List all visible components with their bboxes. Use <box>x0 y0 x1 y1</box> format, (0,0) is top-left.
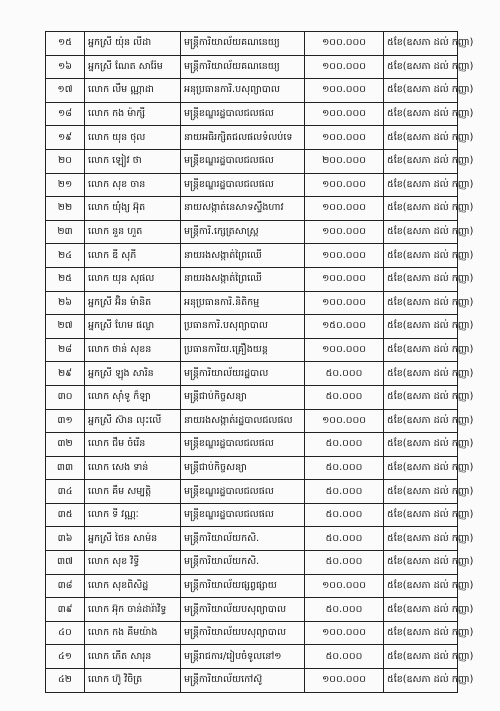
staff-position-cell: មន្ត្រីការិយាល័យផ្សព្វផ្សាយ <box>181 574 305 598</box>
table-row <box>46 362 458 386</box>
staff-position-cell: មន្ត្រីការិយាល័យគណនេយ្យ <box>181 32 305 56</box>
staff-position-cell: នាយរងសង្កាត់រដ្ឋបាលជលផល <box>181 409 305 433</box>
allowance-duration-cell: ៥ខែ(ឧសភា ដល់ កញ្ញា) <box>384 79 458 103</box>
row-number-cell: ២៣ <box>46 220 85 244</box>
allowance-amount-cell: ១០០.០០០ <box>305 220 384 244</box>
table-row <box>46 173 458 197</box>
allowance-amount-cell: ១០០.០០០ <box>305 244 384 268</box>
row-number-cell: ៣០ <box>46 385 85 409</box>
table-row <box>46 220 458 244</box>
staff-name-cell: លោក អ៊ុក ចាន់ដារ៉ាវិទ្ធ <box>85 598 181 622</box>
allowance-amount-cell: ១០០.០០០ <box>305 197 384 221</box>
allowance-amount-cell: ១០០.០០០ <box>305 126 384 150</box>
table-row <box>46 669 458 693</box>
allowance-amount-cell: ៥០.០០០ <box>305 598 384 622</box>
allowance-duration-cell: ៥ខែ(ឧសភា ដល់ កញ្ញា) <box>384 574 458 598</box>
allowance-duration-cell: ៥ខែ(ឧសភា ដល់ កញ្ញា) <box>384 503 458 527</box>
table-row <box>46 55 458 79</box>
allowance-duration-cell: ៥ខែ(ឧសភា ដល់ កញ្ញា) <box>384 173 458 197</box>
allowance-amount-cell: ១០០.០០០ <box>305 267 384 291</box>
staff-name-cell: អ្នកស្រី ស៊ាន លុះលើ <box>85 409 181 433</box>
staff-position-cell: នាយរងសង្កាត់ព្រៃឈើ <box>181 244 305 268</box>
staff-name-cell: លោក ជឹម ចំរើន <box>85 433 181 457</box>
staff-name-cell: លោក សុខ ចាន <box>85 173 181 197</box>
allowance-duration-cell: ៥ខែ(ឧសភា ដល់ កញ្ញា) <box>384 409 458 433</box>
table-row <box>46 267 458 291</box>
staff-position-cell: អនុប្រធានការិ.និតិកម្ម <box>181 291 305 315</box>
table-row <box>46 197 458 221</box>
row-number-cell: ២៥ <box>46 267 85 291</box>
staff-position-cell: មន្ត្រីខណ្ឌរដ្ឋបាលជលផល <box>181 433 305 457</box>
staff-allowance-table <box>45 31 474 693</box>
staff-position-cell: មន្ត្រីការិយាល័យកសិ. <box>181 551 305 575</box>
staff-name-cell: លោក ឡៀវ ថា <box>85 149 181 173</box>
table-row <box>46 480 458 504</box>
staff-name-cell: លោក សេង ទាន់ <box>85 456 181 480</box>
row-number-cell: ៣៣ <box>46 456 85 480</box>
staff-name-cell: លោក ស៊ាំទូ ក៏ឡា <box>85 385 181 409</box>
staff-position-cell: មន្ត្រីការិយាល័យគណនេយ្យ <box>181 55 305 79</box>
table-row <box>46 527 458 551</box>
allowance-amount-cell: ៥០.០០០ <box>305 385 384 409</box>
allowance-duration-cell: ៥ខែ(ឧសភា ដល់ កញ្ញា) <box>384 621 458 645</box>
allowance-duration-cell: ៥ខែ(ឧសភា ដល់ កញ្ញា) <box>384 32 458 56</box>
allowance-amount-cell: ៥០.០០០ <box>305 433 384 457</box>
table-row <box>46 79 458 103</box>
table-row <box>46 645 458 669</box>
allowance-duration-cell: ៥ខែ(ឧសភា ដល់ កញ្ញា) <box>384 385 458 409</box>
staff-name-cell: លោក ថាន់ សុខន <box>85 338 181 362</box>
staff-position-cell: មន្ត្រីខណ្ឌរដ្ឋបាលជលផល <box>181 102 305 126</box>
allowance-duration-cell: ៥ខែ(ឧសភា ដល់ កញ្ញា) <box>384 315 458 339</box>
table-row <box>46 32 458 56</box>
row-number-cell: ៣៦ <box>46 527 85 551</box>
row-number-cell: ៣២ <box>46 433 85 457</box>
allowance-duration-cell: ៥ខែ(ឧសភា ដល់ កញ្ញា) <box>384 433 458 457</box>
allowance-duration-cell: ៥ខែ(ឧសភា ដល់ កញ្ញា) <box>384 598 458 622</box>
staff-position-cell: មន្ត្រីខណ្ឌរដ្ឋបាលជលផល <box>181 149 305 173</box>
staff-position-cell: មន្ត្រីការិយាល័យកសិ. <box>181 527 305 551</box>
row-number-cell: ២៦ <box>46 291 85 315</box>
table-row <box>46 456 458 480</box>
staff-name-cell: អ្នកស្រី ថៃន សាម៉ន <box>85 527 181 551</box>
staff-name-cell: លោក យុន សុផល <box>85 267 181 291</box>
staff-position-cell: មន្ត្រីខណ្ឌរដ្ឋបាលជលផល <box>181 173 305 197</box>
row-number-cell: ៣៨ <box>46 574 85 598</box>
staff-position-cell: នាយសង្កាត់នេសាទស្ទឹងហាវ <box>181 197 305 221</box>
allowance-amount-cell: ៥០.០០០ <box>305 527 384 551</box>
staff-name-cell: លោក យុន ថុល <box>85 126 181 150</box>
staff-name-cell: អ្នកស្រី ណែត សារ៉ែម <box>85 55 181 79</box>
staff-name-cell: អ្នកស្រី អ៊ិន ម៉ានិត <box>85 291 181 315</box>
allowance-duration-cell: ៥ខែ(ឧសភា ដល់ កញ្ញា) <box>384 197 458 221</box>
allowance-amount-cell: ២០០.០០០ <box>305 149 384 173</box>
allowance-duration-cell: ៥ខែ(ឧសភា ដល់ កញ្ញា) <box>384 149 458 173</box>
staff-name-cell: អ្នកស្រី ឡុង សារិន <box>85 362 181 386</box>
allowance-amount-cell: ១៥០.០០០ <box>305 315 384 339</box>
allowance-amount-cell: ១០០.០០០ <box>305 102 384 126</box>
staff-position-cell: អនុប្រធានការិ.បសុព្យាបាល <box>181 79 305 103</box>
allowance-amount-cell: ១០០.០០០ <box>305 574 384 598</box>
staff-position-cell: មន្ត្រីការិយាល័យបសុព្យាបាល <box>181 598 305 622</box>
allowance-amount-cell: ៥០.០០០ <box>305 480 384 504</box>
allowance-duration-cell: ៥ខែ(ឧសភា ដល់ កញ្ញា) <box>384 456 458 480</box>
table-row <box>46 503 458 527</box>
staff-name-cell: លោក យុំង្យ អ៊ុត <box>85 197 181 221</box>
staff-name-cell: លោក ឌី សុភី <box>85 244 181 268</box>
row-number-cell: ៤១ <box>46 645 85 669</box>
staff-position-cell: ប្រធានការិ.បសុព្យាបាល <box>181 315 305 339</box>
allowance-duration-cell: ៥ខែ(ឧសភា ដល់ កញ្ញា) <box>384 669 458 693</box>
staff-name-cell: លោក គឹម សម្បត្តិ <box>85 480 181 504</box>
table-row <box>46 315 458 339</box>
row-number-cell: ១៩ <box>46 126 85 150</box>
table-row <box>46 551 458 575</box>
row-number-cell: ២០ <box>46 149 85 173</box>
staff-position-cell: មន្ត្រីរាជការ/រៀបចំទូលនៅ១ <box>181 645 305 669</box>
staff-name-cell: លោក ភើត សារុន <box>85 645 181 669</box>
allowance-amount-cell: ៥០.០០០ <box>305 645 384 669</box>
staff-position-cell: មន្ត្រីជាប់កិច្ចសន្យា <box>181 456 305 480</box>
row-number-cell: ២២ <box>46 197 85 221</box>
staff-name-cell: លោក ទី វណ្ណៈ <box>85 503 181 527</box>
allowance-duration-cell: ៥ខែ(ឧសភា ដល់ កញ្ញា) <box>384 338 458 362</box>
table-row <box>46 385 458 409</box>
staff-name-cell: លោក កង ម៉ាក្សី <box>85 102 181 126</box>
table-row <box>46 598 458 622</box>
staff-name-cell: លោក នួន ហួត <box>85 220 181 244</box>
row-number-cell: ២៤ <box>46 244 85 268</box>
row-number-cell: ១៧ <box>46 79 85 103</box>
allowance-duration-cell: ៥ខែ(ឧសភា ដល់ កញ្ញា) <box>384 220 458 244</box>
allowance-duration-cell: ៥ខែ(ឧសភា ដល់ កញ្ញា) <box>384 55 458 79</box>
row-number-cell: ១៦ <box>46 55 85 79</box>
allowance-amount-cell: ៥០.០០០ <box>305 551 384 575</box>
allowance-duration-cell: ៥ខែ(ឧសភា ដល់ កញ្ញា) <box>384 645 458 669</box>
row-number-cell: ១៥ <box>46 32 85 56</box>
allowance-amount-cell: ១០០.០០០ <box>305 621 384 645</box>
staff-name-cell: លោក លឹម ណ្ណាដា <box>85 79 181 103</box>
staff-position-cell: នាយអធិរក្សិតជលផលទំលប់ទេ <box>181 126 305 150</box>
staff-name-cell: លោក ហ៊ូ វិចិត្រ <box>85 669 181 693</box>
row-number-cell: ៣៥ <box>46 503 85 527</box>
staff-name-cell: លោក កង គីមយ៉ាង <box>85 621 181 645</box>
staff-name-cell: អ្នកស្រី យ៉ុន លីដា <box>85 32 181 56</box>
row-number-cell: ៣៩ <box>46 598 85 622</box>
row-number-cell: ១៨ <box>46 102 85 126</box>
allowance-duration-cell: ៥ខែ(ឧសភា ដល់ កញ្ញា) <box>384 480 458 504</box>
table-row <box>46 149 458 173</box>
staff-position-cell: ប្រធានការិយ.គ្រឿងយន្ត <box>181 338 305 362</box>
table-row <box>46 338 458 362</box>
staff-position-cell: មន្ត្រីខណ្ឌរដ្ឋបាលជលផល <box>181 480 305 504</box>
allowance-amount-cell: ១០០.០០០ <box>305 338 384 362</box>
staff-name-cell: អ្នកស្រី ហែម ផល្លា <box>85 315 181 339</box>
table-row <box>46 409 458 433</box>
allowance-duration-cell: ៥ខែ(ឧសភា ដល់ កញ្ញា) <box>384 126 458 150</box>
allowance-amount-cell: ៥០.០០០ <box>305 503 384 527</box>
table-row <box>46 126 458 150</box>
table-row <box>46 574 458 598</box>
allowance-amount-cell: ១០០.០០០ <box>305 32 384 56</box>
row-number-cell: ៤០ <box>46 621 85 645</box>
table-row <box>46 244 458 268</box>
staff-position-cell: នាយរងសង្កាត់ព្រៃឈើ <box>181 267 305 291</box>
table-row <box>46 621 458 645</box>
row-number-cell: ៣១ <box>46 409 85 433</box>
table-row <box>46 433 458 457</box>
allowance-duration-cell: ៥ខែ(ឧសភា ដល់ កញ្ញា) <box>384 291 458 315</box>
row-number-cell: ២៨ <box>46 338 85 362</box>
staff-position-cell: មន្ត្រីការិយាល័យរដ្ឋបាល <box>181 362 305 386</box>
allowance-amount-cell: ១០០.០០០ <box>305 409 384 433</box>
allowance-amount-cell: ១០០.០០០ <box>305 291 384 315</box>
allowance-duration-cell: ៥ខែ(ឧសភា ដល់ កញ្ញា) <box>384 244 458 268</box>
allowance-duration-cell: ៥ខែ(ឧសភា ដល់ កញ្ញា) <box>384 527 458 551</box>
row-number-cell: ៣៤ <box>46 480 85 504</box>
allowance-amount-cell: ១០០.០០០ <box>305 79 384 103</box>
allowance-duration-cell: ៥ខែ(ឧសភា ដល់ កញ្ញា) <box>384 102 458 126</box>
allowance-amount-cell: ៥០.០០០ <box>305 456 384 480</box>
allowance-duration-cell: ៥ខែ(ឧសភា ដល់ កញ្ញា) <box>384 267 458 291</box>
staff-position-cell: មន្ត្រីការិយាល័យបសុព្យាបាល <box>181 621 305 645</box>
staff-position-cell: មន្ត្រីជាប់កិច្ចសន្យា <box>181 385 305 409</box>
row-number-cell: ២១ <box>46 173 85 197</box>
table-row <box>46 102 458 126</box>
allowance-duration-cell: ៥ខែ(ឧសភា ដល់ កញ្ញា) <box>384 551 458 575</box>
staff-name-cell: លោក សុខពិសិដ្ឋ <box>85 574 181 598</box>
table-body <box>46 32 474 693</box>
row-number-cell: ២៧ <box>46 315 85 339</box>
allowance-amount-cell: ១០០.០០០ <box>305 669 384 693</box>
table-row <box>46 291 458 315</box>
staff-name-cell: លោក សុខ វិទ្ធី <box>85 551 181 575</box>
allowance-amount-cell: ១០០.០០០ <box>305 55 384 79</box>
staff-position-cell: មន្ត្រីការិយាល័យកៅស៊ូ <box>181 669 305 693</box>
staff-position-cell: មន្ត្រីការិ.ក្សេត្រសាស្ត្រ <box>181 220 305 244</box>
row-number-cell: ២៩ <box>46 362 85 386</box>
allowance-duration-cell: ៥ខែ(ឧសភា ដល់ កញ្ញា) <box>384 362 458 386</box>
allowance-amount-cell: ១០០.០០០ <box>305 173 384 197</box>
allowance-amount-cell: ៥០.០០០ <box>305 362 384 386</box>
row-number-cell: ៤២ <box>46 669 85 693</box>
staff-position-cell: មន្ត្រីខណ្ឌរដ្ឋបាលជលផល <box>181 503 305 527</box>
row-number-cell: ៣៧ <box>46 551 85 575</box>
